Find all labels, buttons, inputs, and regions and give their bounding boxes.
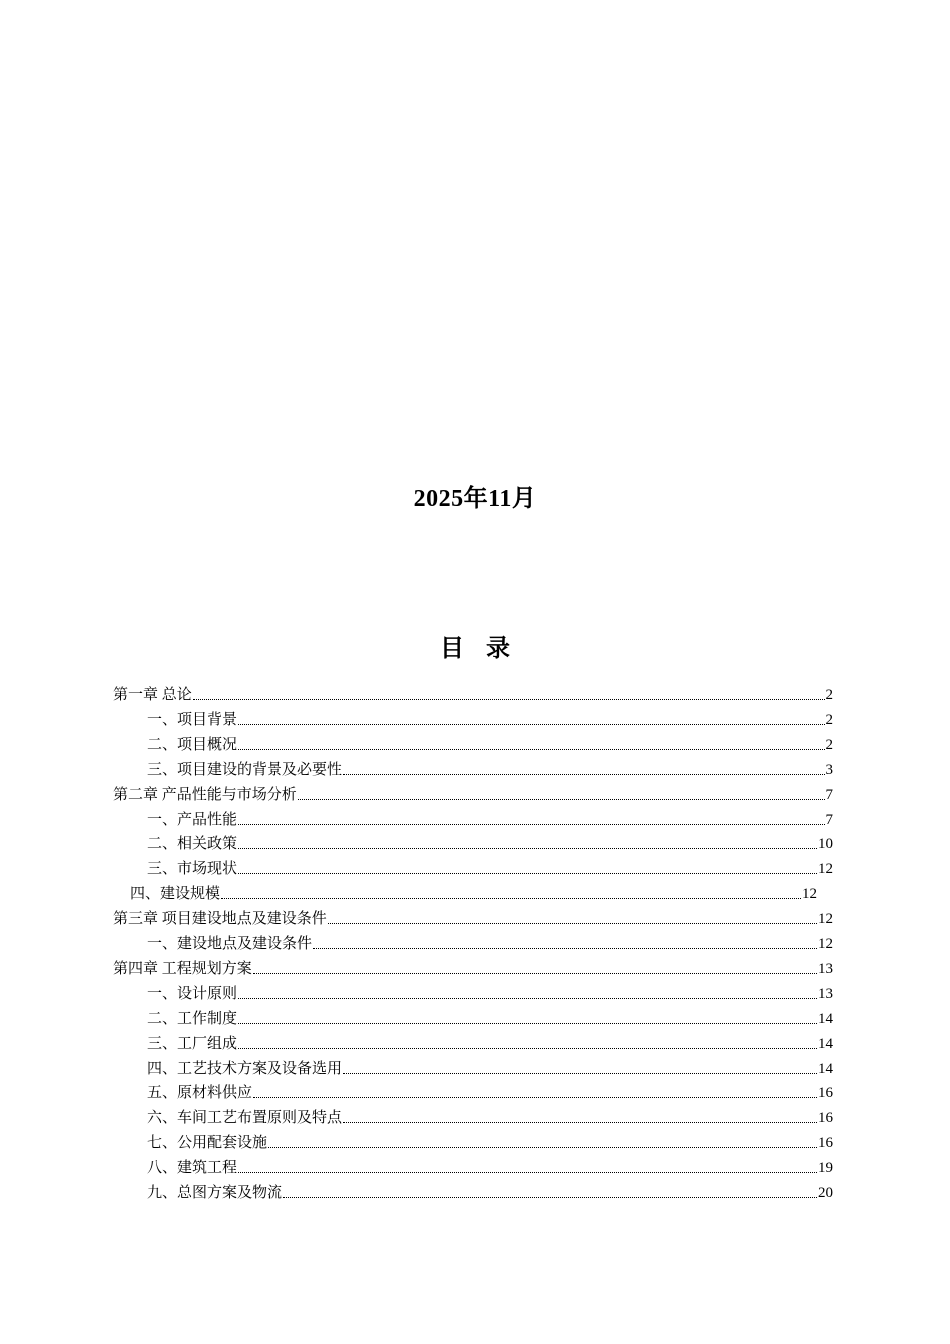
toc-entry[interactable] xyxy=(147,933,833,955)
toc-entry-label: 五、原材料供应 xyxy=(147,1085,253,1102)
toc-entry-label: 二、相关政策 xyxy=(147,836,238,853)
toc-title: 目录 xyxy=(440,636,532,662)
toc-dot-leader xyxy=(313,948,817,949)
toc-entry[interactable] xyxy=(147,983,833,1005)
toc-dot-leader xyxy=(298,799,825,800)
toc-entry-label: 第三章 项目建设地点及建设条件 xyxy=(113,911,327,928)
toc-entry-page-number: 13 xyxy=(818,985,833,1002)
toc-entry[interactable] xyxy=(113,958,833,980)
toc-dot-leader xyxy=(343,1073,817,1074)
toc-entry[interactable] xyxy=(147,1058,833,1080)
toc-entry-page-number: 2 xyxy=(825,687,833,703)
toc-entry-page-number: 12 xyxy=(818,911,833,928)
report-date: 2025年11月 xyxy=(413,486,537,512)
toc-entry-label: 二、项目概况 xyxy=(147,736,238,753)
toc-entry[interactable] xyxy=(147,1157,833,1179)
toc-entry[interactable] xyxy=(147,1008,833,1030)
toc-entry-page-number: 14 xyxy=(818,1035,833,1052)
toc-entry[interactable] xyxy=(147,1132,833,1154)
toc-entry-page-number: 19 xyxy=(818,1160,833,1177)
toc-entry-page-number: 12 xyxy=(818,861,833,878)
toc-entry-page-number: 7 xyxy=(825,786,833,803)
toc-dot-leader xyxy=(193,699,825,700)
toc-entry-label: 八、建筑工程 xyxy=(147,1160,238,1177)
toc-dot-leader xyxy=(328,923,817,924)
toc-dot-leader xyxy=(238,873,817,874)
toc-entry-label: 七、公用配套设施 xyxy=(147,1135,268,1152)
toc-entry[interactable] xyxy=(147,1107,833,1129)
toc-entry-label: 三、工厂组成 xyxy=(147,1035,238,1052)
toc-dot-leader xyxy=(283,1197,817,1198)
toc-entry-page-number: 3 xyxy=(825,761,833,778)
toc-entry[interactable] xyxy=(113,684,833,706)
toc-entry-label: 第一章 总论 xyxy=(113,687,192,703)
toc-entry[interactable] xyxy=(147,1033,833,1055)
toc-entry-label: 一、项目背景 xyxy=(147,711,238,728)
toc-entry-page-number: 16 xyxy=(818,1110,833,1127)
toc-entry-label: 四、工艺技术方案及设备选用 xyxy=(147,1060,343,1077)
toc-entry-page-number: 7 xyxy=(825,811,833,828)
toc-dot-leader xyxy=(268,1147,817,1148)
toc-dot-leader xyxy=(238,1172,817,1173)
toc-entry-page-number: 2 xyxy=(825,711,833,728)
toc-entry-label: 第四章 工程规划方案 xyxy=(113,960,252,977)
toc-entry[interactable] xyxy=(147,734,833,756)
toc-dot-leader xyxy=(238,749,824,750)
toc-entry-label: 二、工作制度 xyxy=(147,1010,238,1027)
toc-entry-label: 三、市场现状 xyxy=(147,861,238,878)
toc-dot-leader xyxy=(238,724,824,725)
toc-dot-leader xyxy=(343,1122,817,1123)
toc-dot-leader xyxy=(238,1023,817,1024)
toc-entry[interactable] xyxy=(147,858,833,880)
toc-dot-leader xyxy=(238,998,817,999)
toc-entry[interactable] xyxy=(147,759,833,781)
toc-entry-page-number: 2 xyxy=(825,736,833,753)
toc-entry[interactable] xyxy=(147,809,833,831)
toc-entry-label: 一、建设地点及建设条件 xyxy=(147,936,313,952)
toc-entry-page-number: 12 xyxy=(818,936,833,952)
toc-entry[interactable] xyxy=(113,908,833,930)
toc-entry[interactable] xyxy=(147,833,833,855)
toc-entry[interactable] xyxy=(147,1182,833,1204)
toc-entry-page-number: 14 xyxy=(818,1010,833,1027)
toc-dot-leader xyxy=(221,898,801,899)
toc-entry[interactable] xyxy=(147,709,833,731)
toc-entry-page-number: 20 xyxy=(818,1185,833,1201)
toc-entry-label: 九、总图方案及物流 xyxy=(147,1185,283,1201)
toc-entry-page-number: 13 xyxy=(818,960,833,977)
toc-entry-label: 第二章 产品性能与市场分析 xyxy=(113,786,297,803)
toc-entry-page-number: 14 xyxy=(818,1060,833,1077)
toc-entry-label: 一、设计原则 xyxy=(147,985,238,1002)
toc-entry-page-number: 16 xyxy=(818,1135,833,1152)
toc-entry-page-number: 10 xyxy=(818,836,833,853)
toc-entry[interactable] xyxy=(113,784,833,806)
toc-entry[interactable] xyxy=(147,1082,833,1104)
toc-entry-label: 四、建设规模 xyxy=(130,886,221,903)
toc-entry-page-number: 12 xyxy=(802,886,817,903)
toc-entry-label: 六、车间工艺布置原则及特点 xyxy=(147,1110,343,1127)
toc-entry-label: 一、产品性能 xyxy=(147,811,238,828)
toc-dot-leader xyxy=(238,848,817,849)
toc-dot-leader xyxy=(253,973,817,974)
toc-dot-leader xyxy=(343,774,824,775)
toc-entry[interactable] xyxy=(130,883,817,905)
toc-entry-page-number: 16 xyxy=(818,1085,833,1102)
toc-dot-leader xyxy=(253,1097,817,1098)
toc-entry-label: 三、项目建设的背景及必要性 xyxy=(147,761,343,778)
toc-dot-leader xyxy=(238,1048,817,1049)
toc-dot-leader xyxy=(238,824,824,825)
